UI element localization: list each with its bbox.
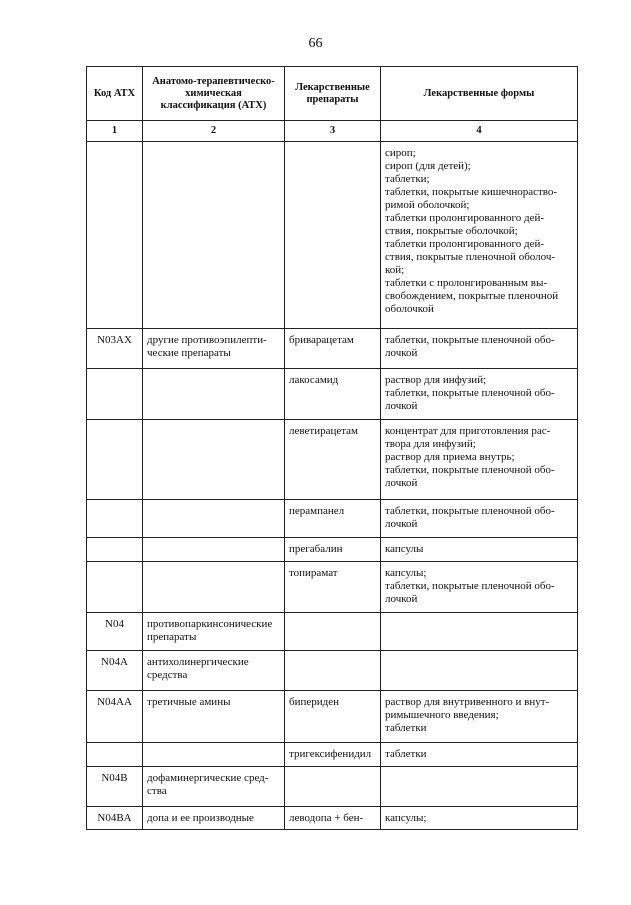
dosage-forms-cell bbox=[381, 767, 578, 807]
dosage-forms-cell: раствор для внутривенного и внут- римышечного введения; таблетки bbox=[381, 691, 578, 743]
atc-code-cell bbox=[87, 500, 143, 538]
classification-cell bbox=[143, 562, 285, 613]
classification-cell: третичные амины bbox=[143, 691, 285, 743]
drug-cell: бипериден bbox=[285, 691, 381, 743]
classification-cell: другие противоэпилепти- ческие препараты bbox=[143, 329, 285, 369]
classification-cell bbox=[143, 420, 285, 500]
atc-code-cell bbox=[87, 420, 143, 500]
classification-cell bbox=[143, 500, 285, 538]
drug-cell: бриварацетам bbox=[285, 329, 381, 369]
classification-cell bbox=[143, 369, 285, 420]
atc-code-cell bbox=[87, 142, 143, 329]
header-drugs: Лекарственные препараты bbox=[285, 67, 381, 121]
drug-cell bbox=[285, 651, 381, 691]
table-row bbox=[87, 142, 578, 329]
drug-cell: леветирацетам bbox=[285, 420, 381, 500]
dosage-forms-cell: капсулы bbox=[381, 538, 578, 562]
atc-code-cell: N04BA bbox=[87, 807, 143, 830]
drug-cell bbox=[285, 613, 381, 651]
atc-code-cell: N04A bbox=[87, 651, 143, 691]
table-row bbox=[87, 538, 578, 562]
dosage-forms-cell: сироп; сироп (для детей); таблетки; таблетки, покрытые кишечнораство- римой оболочкой; таблетки пролонгированного дей- ствия, покрытые оболочкой; таблетки пролонгированного дей- ствия, покрытые пленочной оболоч- кой; таблетки с пролонгированным вы- свобождением, покрытые пленочной оболочкой bbox=[381, 142, 578, 329]
table-row bbox=[87, 743, 578, 767]
dosage-forms-cell: концентрат для приготовления рас- твора для инфузий; раствор для приема внутрь; таблетки, покрытые пленочной обо- лочкой bbox=[381, 420, 578, 500]
table-row bbox=[87, 613, 578, 651]
dosage-forms-cell: таблетки bbox=[381, 743, 578, 767]
dosage-forms-cell: таблетки, покрытые пленочной обо- лочкой bbox=[381, 500, 578, 538]
table-row bbox=[87, 500, 578, 538]
table-row bbox=[87, 807, 578, 830]
dosage-forms-cell bbox=[381, 613, 578, 651]
dosage-forms-cell: таблетки, покрытые пленочной обо- лочкой bbox=[381, 329, 578, 369]
atc-code-cell: N04B bbox=[87, 767, 143, 807]
atc-code-cell: N04AA bbox=[87, 691, 143, 743]
page-number: 66 bbox=[308, 36, 323, 51]
dosage-forms-cell: капсулы; таблетки, покрытые пленочной обо- лочкой bbox=[381, 562, 578, 613]
column-number: 1 bbox=[87, 121, 143, 142]
drug-cell: леводопа + бен- bbox=[285, 807, 381, 830]
classification-cell: противопаркинсонические препараты bbox=[143, 613, 285, 651]
table-row bbox=[87, 651, 578, 691]
drug-cell: лакосамид bbox=[285, 369, 381, 420]
atc-code-cell: N03AX bbox=[87, 329, 143, 369]
atc-code-cell: N04 bbox=[87, 613, 143, 651]
dosage-forms-cell: капсулы; bbox=[381, 807, 578, 830]
drug-cell bbox=[285, 767, 381, 807]
table-row bbox=[87, 420, 578, 500]
table-row bbox=[87, 329, 578, 369]
drug-cell: прегабалин bbox=[285, 538, 381, 562]
atc-code-cell bbox=[87, 538, 143, 562]
drug-cell bbox=[285, 142, 381, 329]
atc-table bbox=[86, 66, 578, 830]
table-row bbox=[87, 562, 578, 613]
column-number: 3 bbox=[285, 121, 381, 142]
header-classification: Анатомо-терапевтическо-химическая классификация (АТХ) bbox=[143, 67, 285, 121]
column-number: 4 bbox=[381, 121, 578, 142]
table-row bbox=[87, 691, 578, 743]
classification-cell bbox=[143, 142, 285, 329]
header-forms: Лекарственные формы bbox=[381, 67, 578, 121]
classification-cell bbox=[143, 538, 285, 562]
table-row bbox=[87, 767, 578, 807]
drug-cell: тригексифенидил bbox=[285, 743, 381, 767]
column-number: 2 bbox=[143, 121, 285, 142]
dosage-forms-cell bbox=[381, 651, 578, 691]
atc-code-cell bbox=[87, 369, 143, 420]
header-code: Код АТХ bbox=[87, 67, 143, 121]
classification-cell: антихолинергические средства bbox=[143, 651, 285, 691]
header-row bbox=[87, 67, 578, 121]
classification-cell bbox=[143, 743, 285, 767]
classification-cell: дофаминергические сред- ства bbox=[143, 767, 285, 807]
atc-code-cell bbox=[87, 743, 143, 767]
atc-code-cell bbox=[87, 562, 143, 613]
column-number-row bbox=[87, 121, 578, 142]
drug-cell: перампанел bbox=[285, 500, 381, 538]
drug-cell: топирамат bbox=[285, 562, 381, 613]
classification-cell: допа и ее производные bbox=[143, 807, 285, 830]
dosage-forms-cell: раствор для инфузий; таблетки, покрытые пленочной обо- лочкой bbox=[381, 369, 578, 420]
table-row bbox=[87, 369, 578, 420]
